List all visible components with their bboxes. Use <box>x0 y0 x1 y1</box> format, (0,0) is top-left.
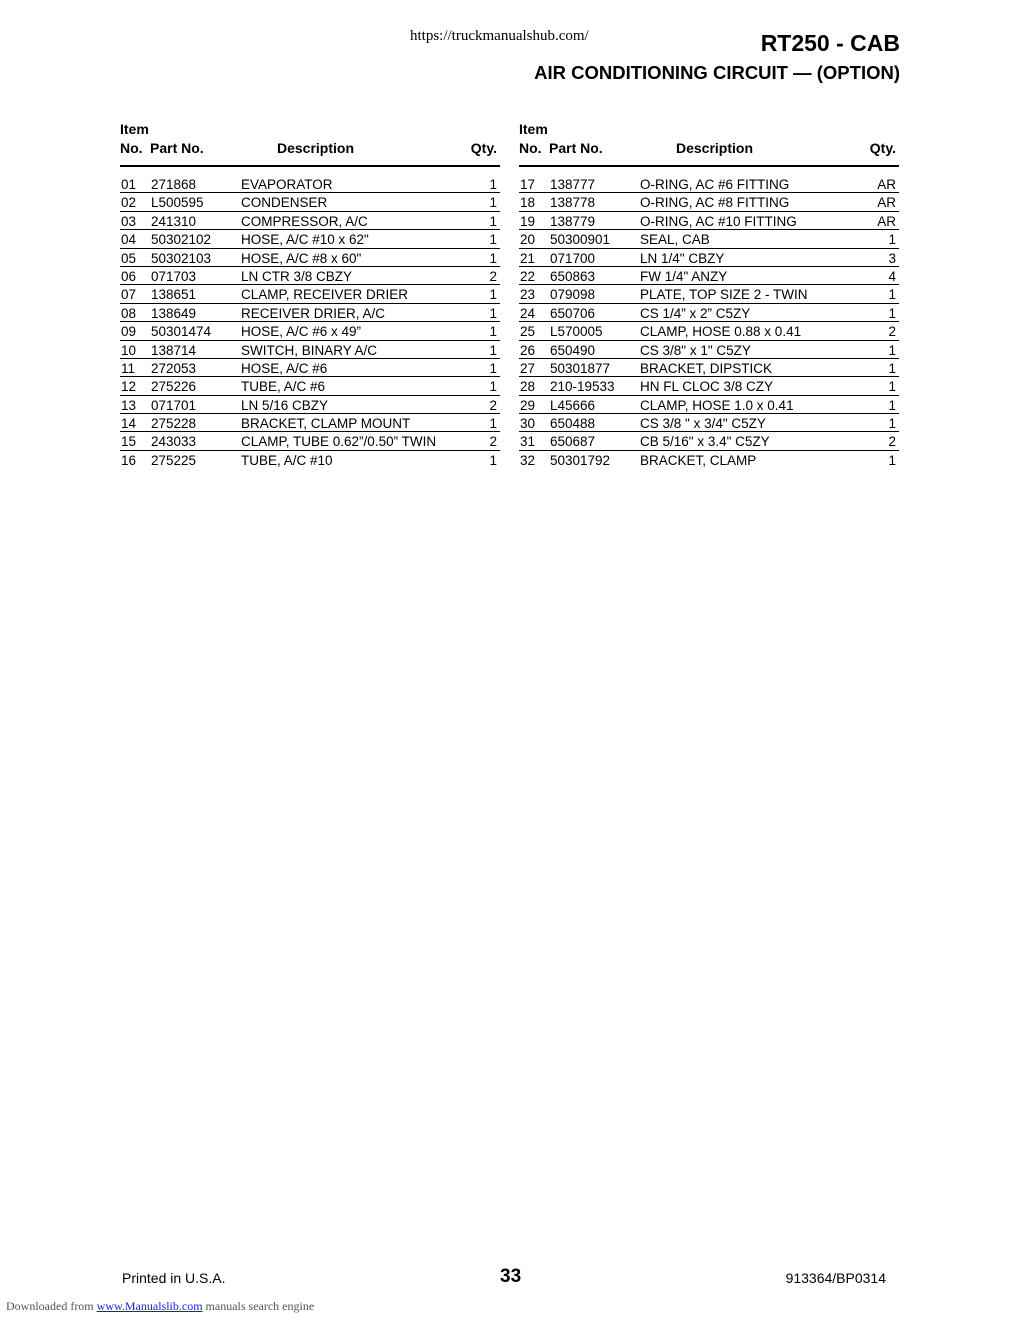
page-number: 33 <box>500 1266 522 1287</box>
table-row <box>519 432 899 450</box>
part-number: 275228 <box>151 416 197 432</box>
part-description: LN CTR 3/8 CBZY <box>241 268 353 284</box>
quantity: 1 <box>489 360 497 376</box>
part-number: 138777 <box>550 177 596 192</box>
parts-table-right <box>519 121 899 469</box>
part-number: 138778 <box>550 195 596 211</box>
item-number: 02 <box>121 195 137 211</box>
part-number: 071701 <box>151 397 197 413</box>
document-number: 913364/BP0314 <box>785 1270 886 1286</box>
item-number: 22 <box>520 268 536 284</box>
table-row <box>120 285 500 303</box>
download-notice <box>6 1299 314 1314</box>
part-number: 138714 <box>151 342 197 358</box>
item-number: 12 <box>121 379 137 395</box>
part-number: 138779 <box>550 213 596 229</box>
part-number: L45666 <box>550 397 596 413</box>
table-row <box>120 193 500 211</box>
part-description: HOSE, A/C #6 x 49” <box>241 324 362 340</box>
quantity: 1 <box>888 397 896 413</box>
item-number: 21 <box>520 250 536 266</box>
quantity: 1 <box>489 177 497 192</box>
table-header <box>519 121 899 167</box>
quantity: AR <box>877 195 896 211</box>
table-row <box>519 175 899 193</box>
quantity: 1 <box>888 342 896 358</box>
table-header <box>120 121 500 167</box>
table-row <box>519 285 899 303</box>
item-number: 17 <box>520 177 536 192</box>
table-row <box>120 396 500 414</box>
table-row <box>120 322 500 340</box>
quantity: 3 <box>888 250 896 266</box>
item-number: 30 <box>520 416 536 432</box>
part-description: TUBE, A/C #10 <box>241 452 333 468</box>
download-suffix: manuals search engine <box>205 1299 315 1313</box>
quantity: 1 <box>489 195 497 211</box>
parts-table-left <box>120 121 500 469</box>
part-description: PLATE, TOP SIZE 2 - TWIN <box>640 287 808 303</box>
table-row <box>120 451 500 469</box>
part-description: TUBE, A/C #6 <box>241 379 326 395</box>
item-number: 04 <box>121 232 137 248</box>
part-number: 650863 <box>550 268 596 284</box>
item-number: 26 <box>520 342 536 358</box>
table-row <box>519 396 899 414</box>
header-qty: Qty. <box>869 140 896 156</box>
item-number: 06 <box>121 268 137 284</box>
table-row <box>519 414 899 432</box>
part-description: CLAMP, HOSE 0.88 x 0.41 <box>640 324 802 340</box>
table-row <box>519 249 899 267</box>
part-number: 50302102 <box>151 232 212 248</box>
item-number: 03 <box>121 213 137 229</box>
table-row <box>120 432 500 450</box>
part-description: O-RING, AC #10 FITTING <box>640 213 797 229</box>
part-description: CS 1/4” x 2” C5ZY <box>640 305 751 321</box>
part-description: CB 5/16" x 3.4" C5ZY <box>640 434 770 450</box>
part-number: 650706 <box>550 305 596 321</box>
table-body <box>120 175 500 469</box>
item-number: 11 <box>121 360 136 376</box>
table-row <box>519 193 899 211</box>
table-row <box>519 267 899 285</box>
quantity: 1 <box>489 324 497 340</box>
item-number: 13 <box>121 397 137 413</box>
part-description: CONDENSER <box>241 195 328 211</box>
item-number: 31 <box>520 434 536 450</box>
table-row <box>120 212 500 230</box>
item-number: 07 <box>121 287 137 303</box>
quantity: 1 <box>888 379 896 395</box>
part-number: L500595 <box>151 195 204 211</box>
table-row <box>519 212 899 230</box>
manualslib-link[interactable]: www.Manualslib.com <box>96 1299 203 1313</box>
part-description: HOSE, A/C #8 x 60" <box>241 250 362 266</box>
table-row <box>120 377 500 395</box>
item-number: 20 <box>520 232 536 248</box>
quantity: 1 <box>489 452 497 468</box>
item-number: 24 <box>520 305 536 321</box>
part-number: 50301792 <box>550 452 611 468</box>
part-description: EVAPORATOR <box>241 177 333 192</box>
header-no: No. <box>519 140 542 156</box>
quantity: 2 <box>888 434 896 450</box>
item-number: 15 <box>121 434 137 450</box>
part-description: BRACKET, CLAMP <box>640 452 757 468</box>
table-row <box>120 359 500 377</box>
quantity: 2 <box>489 434 497 450</box>
download-prefix: Downloaded from <box>6 1299 94 1313</box>
part-description: CS 3/8" x 1" C5ZY <box>640 342 751 358</box>
item-number: 25 <box>520 324 536 340</box>
quantity: 1 <box>489 416 497 432</box>
header-part-no: Part No. <box>150 140 204 156</box>
item-number: 18 <box>520 195 536 211</box>
quantity: 1 <box>888 305 896 321</box>
table-row <box>519 359 899 377</box>
item-number: 27 <box>520 360 536 376</box>
part-number: 079098 <box>550 287 596 303</box>
header-item: Item <box>519 121 548 137</box>
part-description: FW 1/4" ANZY <box>640 268 728 284</box>
part-number: 275226 <box>151 379 197 395</box>
quantity: 2 <box>888 324 896 340</box>
part-description: BRACKET, DIPSTICK <box>640 360 773 376</box>
part-description: CLAMP, RECEIVER DRIER <box>241 287 409 303</box>
table-row <box>519 322 899 340</box>
part-description: CLAMP, HOSE 1.0 x 0.41 <box>640 397 794 413</box>
item-number: 05 <box>121 250 137 266</box>
part-number: 210-19533 <box>550 379 615 395</box>
quantity: 1 <box>489 232 497 248</box>
quantity: 4 <box>888 268 896 284</box>
part-number: 275225 <box>151 452 197 468</box>
header-item: Item <box>120 121 149 137</box>
source-url[interactable]: https://truckmanualshub.com/ <box>410 28 589 44</box>
header-description: Description <box>676 140 754 156</box>
part-description: CLAMP, TUBE 0.62”/0.50” TWIN <box>241 434 437 450</box>
quantity: AR <box>877 213 896 229</box>
item-number: 09 <box>121 324 137 340</box>
quantity: 2 <box>489 397 497 413</box>
item-number: 01 <box>121 177 137 192</box>
item-number: 29 <box>520 397 536 413</box>
table-row <box>519 377 899 395</box>
part-number: 650687 <box>550 434 596 450</box>
table-row <box>120 175 500 193</box>
part-number: 50300901 <box>550 232 611 248</box>
quantity: AR <box>877 177 896 192</box>
part-number: 50302103 <box>151 250 212 266</box>
part-description: HN FL CLOC 3/8 CZY <box>640 379 774 395</box>
part-number: 50301474 <box>151 324 212 340</box>
table-row <box>120 249 500 267</box>
part-description: SWITCH, BINARY A/C <box>241 342 378 358</box>
section-subtitle: AIR CONDITIONING CIRCUIT — (OPTION) <box>534 62 900 83</box>
part-description: HOSE, A/C #6 <box>241 360 328 376</box>
printed-notice: Printed in U.S.A. <box>122 1270 226 1286</box>
part-number: 071703 <box>151 268 197 284</box>
header-description: Description <box>277 140 355 156</box>
table-row <box>120 341 500 359</box>
item-number: 08 <box>121 305 137 321</box>
part-description: O-RING, AC #6 FITTING <box>640 177 790 192</box>
quantity: 1 <box>489 287 497 303</box>
item-number: 14 <box>121 416 137 432</box>
quantity: 1 <box>888 287 896 303</box>
part-number: 138651 <box>151 287 197 303</box>
header-no: No. <box>120 140 143 156</box>
part-number: 071700 <box>550 250 596 266</box>
quantity: 1 <box>888 232 896 248</box>
quantity: 1 <box>489 342 497 358</box>
header-part-no: Part No. <box>549 140 603 156</box>
table-row <box>519 230 899 248</box>
table-row <box>120 414 500 432</box>
table-row <box>120 304 500 322</box>
part-description: CS 3/8 " x 3/4" C5ZY <box>640 416 766 432</box>
table-body <box>519 175 899 469</box>
quantity: 1 <box>888 360 896 376</box>
quantity: 1 <box>489 305 497 321</box>
part-description: HOSE, A/C #10 x 62" <box>241 232 369 248</box>
quantity: 1 <box>489 379 497 395</box>
part-number: 138649 <box>151 305 197 321</box>
quantity: 1 <box>489 213 497 229</box>
item-number: 32 <box>520 452 536 468</box>
header-qty: Qty. <box>470 140 497 156</box>
part-number: 272053 <box>151 360 197 376</box>
part-number: 650488 <box>550 416 596 432</box>
quantity: 2 <box>489 268 497 284</box>
part-description: COMPRESSOR, A/C <box>241 213 368 229</box>
table-row <box>120 230 500 248</box>
item-number: 28 <box>520 379 536 395</box>
item-number: 19 <box>520 213 536 229</box>
table-row <box>120 267 500 285</box>
item-number: 23 <box>520 287 536 303</box>
part-description: RECEIVER DRIER, A/C <box>241 305 386 321</box>
part-number: 243033 <box>151 434 197 450</box>
item-number: 10 <box>121 342 137 358</box>
table-row <box>519 341 899 359</box>
part-description: BRACKET, CLAMP MOUNT <box>241 416 411 432</box>
document-title: RT250 - CAB <box>760 30 900 56</box>
part-number: 650490 <box>550 342 596 358</box>
item-number: 16 <box>121 452 137 468</box>
part-number: 241310 <box>151 213 197 229</box>
quantity: 1 <box>888 452 896 468</box>
part-description: LN 5/16 CBZY <box>241 397 329 413</box>
table-row <box>519 304 899 322</box>
table-row <box>519 451 899 469</box>
quantity: 1 <box>888 416 896 432</box>
part-description: O-RING, AC #8 FITTING <box>640 195 790 211</box>
part-description: LN 1/4" CBZY <box>640 250 725 266</box>
quantity: 1 <box>489 250 497 266</box>
part-description: SEAL, CAB <box>640 232 710 248</box>
part-number: L570005 <box>550 324 603 340</box>
part-number: 271868 <box>151 177 197 192</box>
part-number: 50301877 <box>550 360 611 376</box>
